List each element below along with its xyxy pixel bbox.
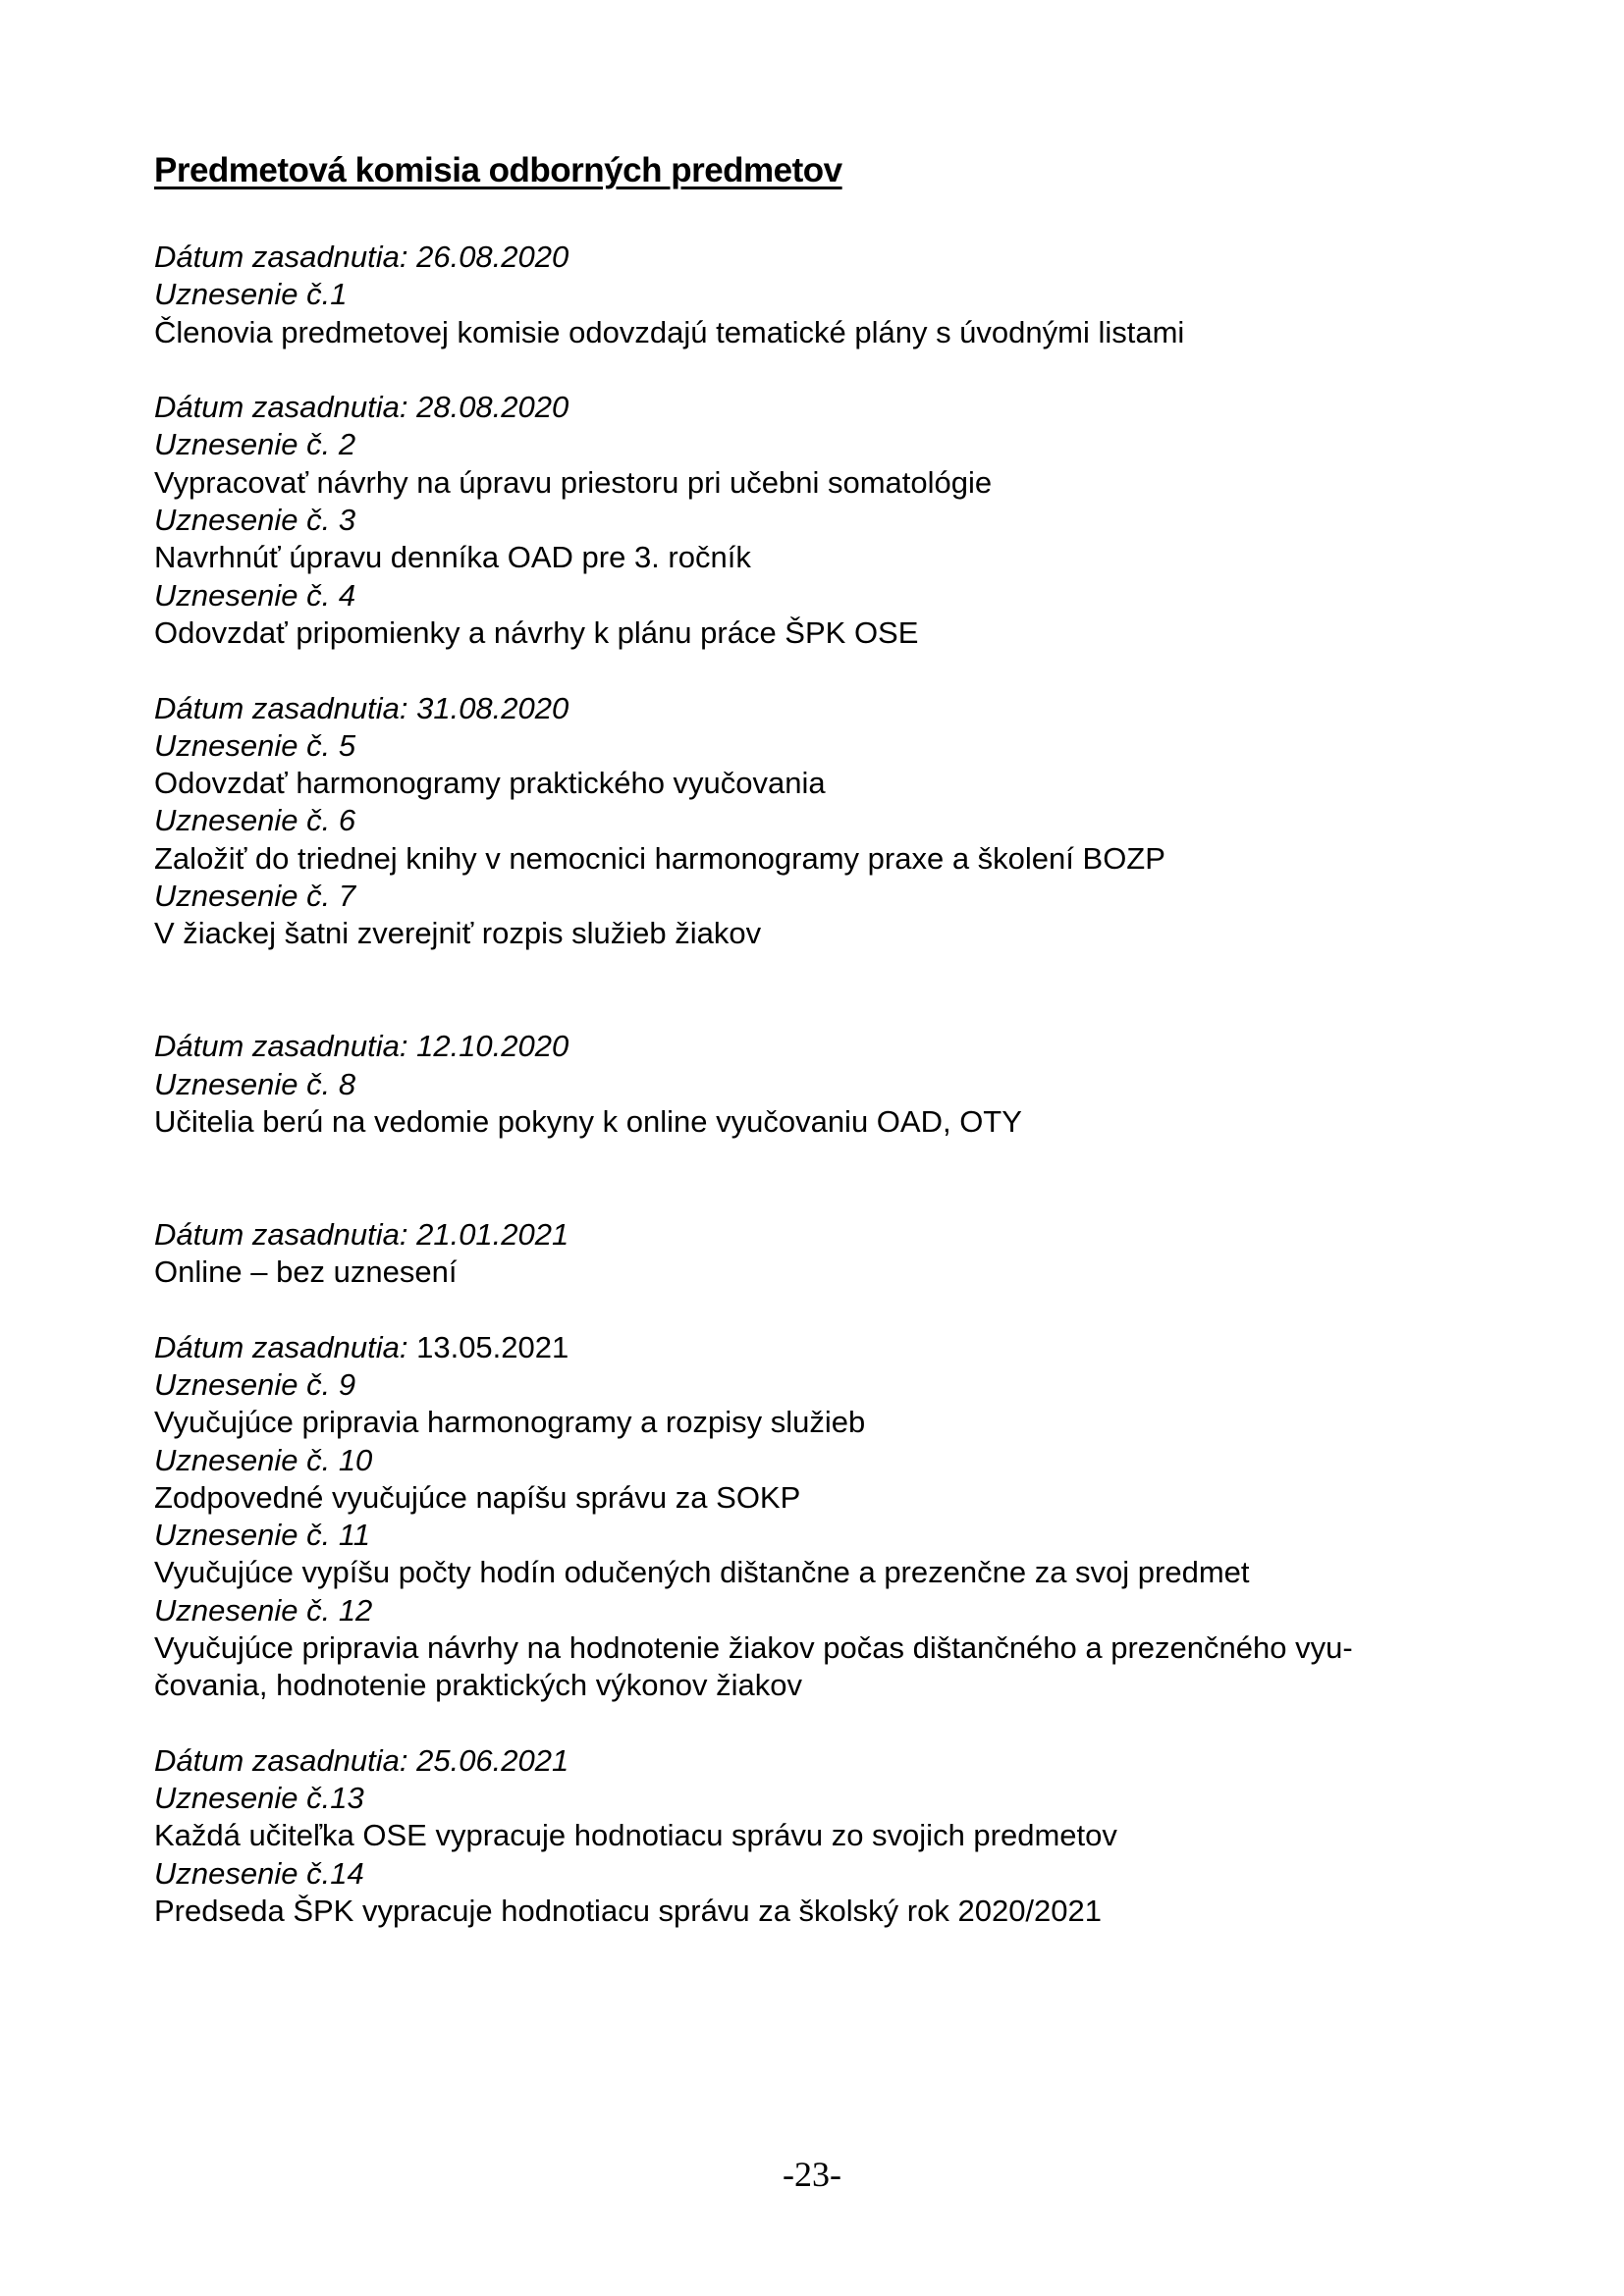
meeting-date-line: [154, 239, 1499, 276]
resolution-text: Odovzdať harmonogramy praktického vyučovania: [154, 766, 826, 801]
resolution-text: Členovia predmetovej komisie odovzdajú tematické plány s úvodnými listami: [154, 314, 1185, 349]
resolution-text: Učitelia berú na vedomie pokyny k online vyučovaniu OAD, OTY: [154, 1103, 1022, 1139]
page-number: -23-: [783, 2155, 841, 2194]
resolution-number: Uznesenie č.14: [154, 1855, 364, 1891]
resolution-text: Odovzdať pripomienky a návrhy k plánu práce ŠPK OSE: [154, 614, 919, 650]
resolution-number: Uznesenie č. 12: [154, 1592, 373, 1628]
meeting-date-line: [154, 1028, 1499, 1065]
meeting-section-5: [154, 1216, 1499, 1292]
resolution-text: Vypracovať návrhy na úpravu priestoru pri učebni somatológie: [154, 464, 993, 500]
resolution-number: Uznesenie č. 4: [154, 577, 356, 613]
document-title: Predmetová komisia odborných predmetov: [154, 151, 842, 189]
meeting-section-7: [154, 1742, 1499, 1930]
resolution-number: Uznesenie č. 8: [154, 1066, 356, 1101]
meeting-date-line: [154, 690, 1499, 727]
meeting-date-value: 26.08.2020: [416, 240, 569, 274]
resolution-number: Uznesenie č. 9: [154, 1366, 356, 1402]
resolution-text: V žiackej šatni zverejniť rozpis služieb žiakov: [154, 916, 762, 951]
meeting-date-value: 12.10.2020: [416, 1029, 569, 1064]
resolution-number: Uznesenie č. 6: [154, 803, 356, 838]
document-page: [154, 148, 1499, 1930]
meeting-date-line: [154, 1742, 1499, 1780]
resolution-number: Uznesenie č. 10: [154, 1442, 373, 1477]
meeting-date-line: [154, 389, 1499, 426]
resolution-text: Predseda ŠPK vypracuje hodnotiacu správu za školský rok 2020/2021: [154, 1894, 1103, 1929]
meeting-date-line: [154, 1329, 1499, 1366]
meeting-date-label: Dátum zasadnutia:: [154, 1329, 417, 1364]
meeting-section-1: [154, 239, 1499, 351]
meeting-section-3: [154, 690, 1499, 953]
resolution-text-continued: čovania, hodnotenie praktických výkonov žiakov: [154, 1668, 802, 1703]
meeting-section-4: [154, 1028, 1499, 1141]
resolution-text: Vyučujúce pripravia harmonogramy a rozpisy služieb: [154, 1405, 866, 1440]
resolution-number: Uznesenie č. 7: [154, 879, 356, 914]
resolution-number: Uznesenie č. 3: [154, 503, 356, 538]
resolution-number: Uznesenie č.13: [154, 1781, 364, 1816]
meeting-date-label: Dátum zasadnutia:: [154, 690, 417, 725]
meeting-date-value: 31.08.2020: [416, 690, 569, 725]
resolution-text: Založiť do triednej knihy v nemocnici harmonogramy praxe a školení BOZP: [154, 840, 1165, 876]
resolution-text: Navrhnúť úpravu denníka OAD pre 3. ročník: [154, 540, 751, 575]
meeting-date-label: Dátum zasadnutia:: [154, 240, 417, 274]
meeting-date-value: 25.06.2021: [416, 1742, 569, 1778]
resolution-number: Uznesenie č. 2: [154, 427, 356, 462]
meeting-section-2: [154, 389, 1499, 652]
meeting-date-label: Dátum zasadnutia:: [154, 1742, 417, 1778]
resolution-number: Uznesenie č. 11: [154, 1518, 370, 1553]
meeting-section-6: [154, 1329, 1499, 1705]
meeting-note: Online – bez uznesení: [154, 1255, 458, 1290]
meeting-date-line: [154, 1216, 1499, 1254]
resolution-text: Zodpovedné vyučujúce napíšu správu za SOKP: [154, 1479, 801, 1515]
meeting-date-label: Dátum zasadnutia:: [154, 1029, 417, 1064]
meeting-date-label: Dátum zasadnutia:: [154, 1216, 417, 1252]
resolution-text: Vyučujúce pripravia návrhy na hodnotenie žiakov počas dištančného a prezenčného vyu-: [154, 1629, 1353, 1665]
resolution-number: Uznesenie č. 5: [154, 727, 356, 763]
meeting-date-label: Dátum zasadnutia:: [154, 390, 417, 425]
meeting-date-value: 13.05.2021: [416, 1329, 569, 1364]
resolution-text: Vyučujúce vypíšu počty hodín odučených dištančne a prezenčne za svoj predmet: [154, 1555, 1250, 1590]
resolution-number: Uznesenie č.1: [154, 277, 348, 312]
resolution-text: Každá učiteľka OSE vypracuje hodnotiacu správu zo svojich predmetov: [154, 1818, 1117, 1853]
meeting-date-value: 21.01.2021: [416, 1216, 569, 1252]
meeting-date-value: 28.08.2020: [416, 390, 569, 425]
